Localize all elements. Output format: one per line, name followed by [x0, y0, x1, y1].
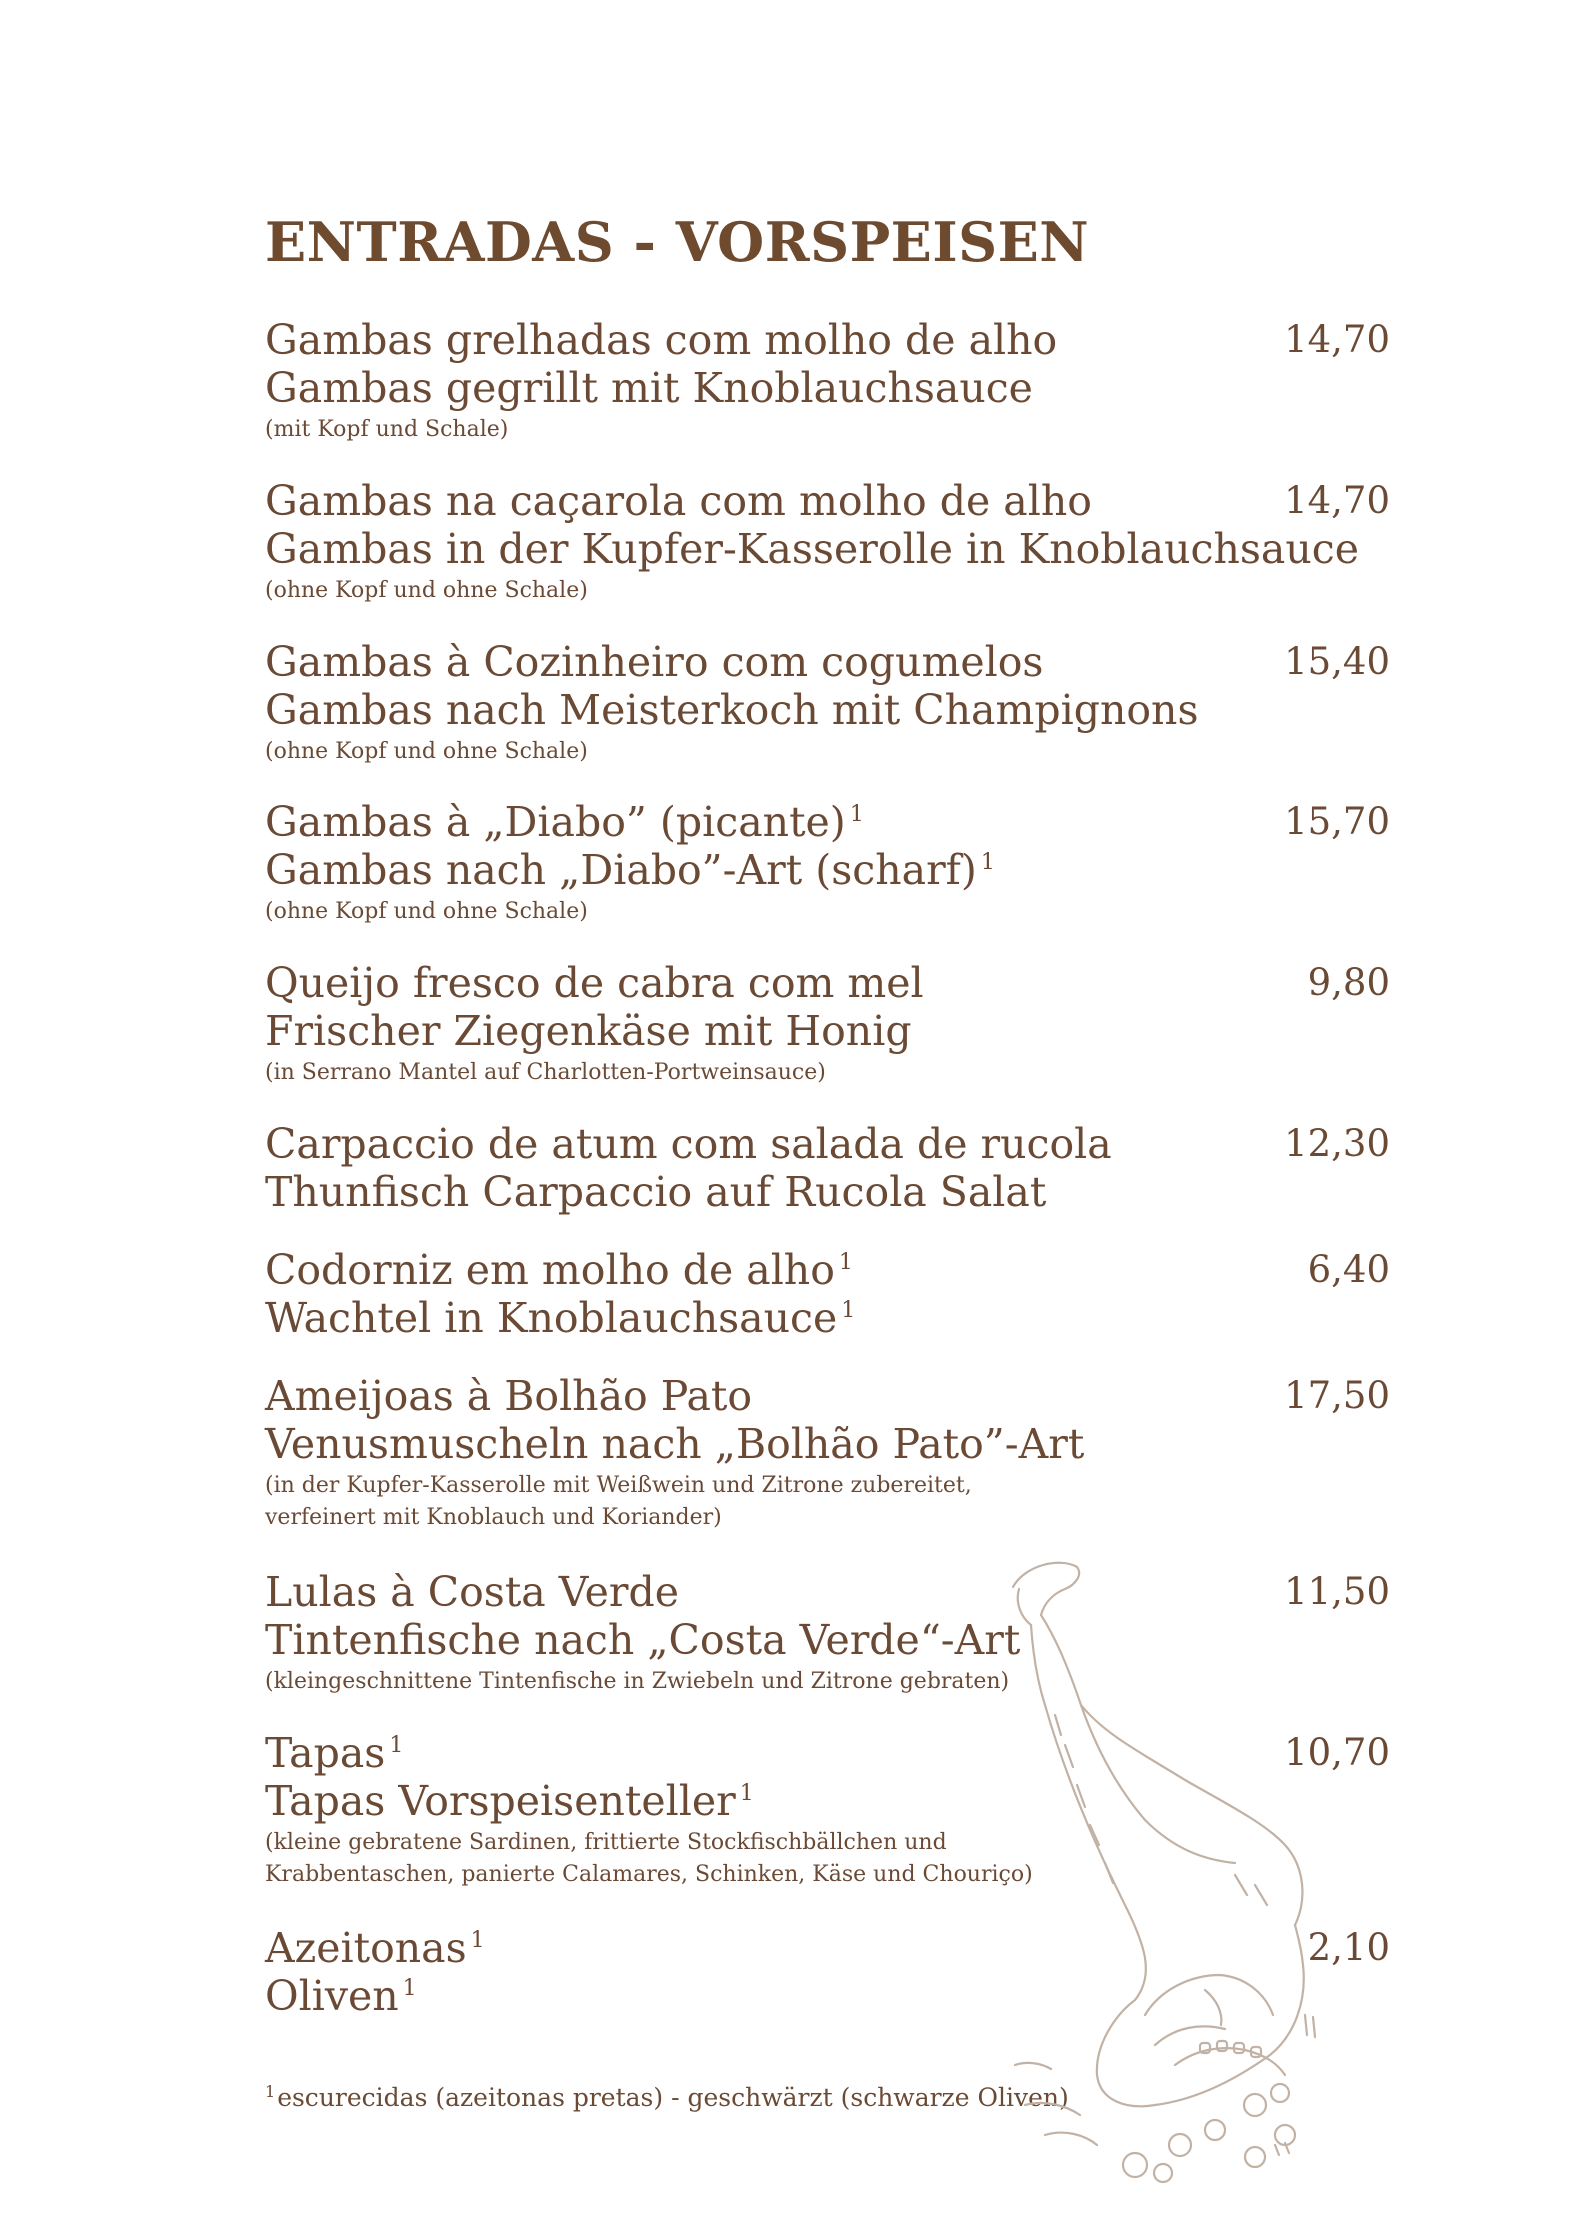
item-name-de: Gambas nach Meisterkoch mit Champignons	[265, 686, 1199, 734]
item-name-de: Tintenfische nach „Costa Verde“-Art	[265, 1616, 1021, 1664]
item-name-de: Venusmuscheln nach „Bolhão Pato”-Art	[265, 1420, 1085, 1468]
item-price: 14,70	[1284, 479, 1390, 522]
item-price: 15,70	[1284, 800, 1390, 843]
item-name-pt	[265, 798, 1390, 846]
menu-item	[265, 959, 1390, 1089]
item-name-pt-text: Gambas à „Diabo” (picante)	[265, 798, 846, 846]
footnote	[265, 2082, 1069, 2114]
item-name-de-text: Gambas nach „Diabo”-Art (scharf)	[265, 846, 977, 894]
item-note: Krabbentaschen, panierte Calamares, Schinken, Käse und Chouriço)	[265, 1862, 1033, 1887]
item-price: 17,50	[1284, 1374, 1390, 1417]
menu-item	[265, 1372, 1390, 1534]
item-note: (ohne Kopf und ohne Schale)	[265, 578, 588, 603]
item-name-de-text: Tapas Vorspeisenteller	[265, 1777, 736, 1825]
menu-item	[265, 798, 1390, 928]
item-note: (ohne Kopf und ohne Schale)	[265, 899, 588, 924]
item-price: 9,80	[1307, 961, 1390, 1004]
item-name-de-text: Wachtel in Knoblauchsauce	[265, 1294, 838, 1342]
footnote-mark: 1	[838, 1250, 853, 1276]
item-price: 12,30	[1284, 1122, 1390, 1165]
item-name-pt-text: Azeitonas	[265, 1924, 467, 1972]
item-name-de: Thunfisch Carpaccio auf Rucola Salat	[265, 1168, 1047, 1216]
ham-leg-sketch-icon	[985, 1545, 1325, 2195]
item-price: 11,50	[1284, 1570, 1390, 1613]
footnote-mark: 1	[841, 1298, 856, 1324]
item-note: (in Serrano Mantel auf Charlotten-Portweinsauce)	[265, 1060, 826, 1085]
item-name-de: Gambas gegrillt mit Knoblauchsauce	[265, 364, 1033, 412]
item-price: 6,40	[1307, 1248, 1390, 1291]
item-name-pt-text: Codorniz em molho de alho	[265, 1246, 835, 1294]
item-price: 10,70	[1284, 1731, 1390, 1774]
item-note: (mit Kopf und Schale)	[265, 417, 509, 442]
item-price: 14,70	[1284, 318, 1390, 361]
item-note: verfeinert mit Knoblauch und Koriander)	[265, 1505, 722, 1530]
item-price: 2,10	[1307, 1926, 1390, 1969]
item-name-pt: Ameijoas à Bolhão Pato	[265, 1372, 753, 1420]
item-note: (in der Kupfer-Kasserolle mit Weißwein und Zitrone zubereitet,	[265, 1473, 972, 1498]
item-name-de-text: Oliven	[265, 1972, 399, 2020]
item-note: (kleingeschnittene Tintenfische in Zwiebeln und Zitrone gebraten)	[265, 1669, 1010, 1694]
footnote-mark: 1	[402, 1976, 417, 2002]
item-name-de	[265, 1294, 1390, 1342]
menu-item	[265, 1246, 1390, 1342]
page-title: ENTRADAS - VORSPEISEN	[265, 210, 1090, 274]
item-name-de	[265, 846, 1390, 894]
menu-item	[265, 477, 1390, 607]
item-name-de: Gambas in der Kupfer-Kasserolle in Knoblauchsauce	[265, 525, 1359, 573]
item-name-pt	[265, 1246, 1390, 1294]
item-name-pt: Gambas grelhadas com molho de alho	[265, 316, 1058, 364]
item-name-pt: Lulas à Costa Verde	[265, 1568, 680, 1616]
footnote-mark: 1	[739, 1781, 754, 1807]
footnote-text: escurecidas (azeitonas pretas) - geschwärzt (schwarze Oliven)	[277, 2083, 1069, 2112]
item-price: 15,40	[1284, 640, 1390, 683]
menu-item	[265, 316, 1390, 446]
item-name-de: Frischer Ziegenkäse mit Honig	[265, 1007, 912, 1055]
item-note: (kleine gebratene Sardinen, frittierte Stockfischbällchen und	[265, 1830, 947, 1855]
footnote-mark: 1	[265, 2081, 276, 2101]
item-name-pt: Queijo fresco de cabra com mel	[265, 959, 924, 1007]
item-name-pt-text: Tapas	[265, 1729, 386, 1777]
item-name-pt: Carpaccio de atum com salada de rucola	[265, 1120, 1112, 1168]
menu-item	[265, 1120, 1390, 1216]
footnote-mark: 1	[849, 802, 864, 828]
menu-item	[265, 638, 1390, 768]
item-note: (ohne Kopf und ohne Schale)	[265, 739, 588, 764]
item-name-pt: Gambas na caçarola com molho de alho	[265, 477, 1092, 525]
footnote-mark: 1	[980, 850, 995, 876]
footnote-mark: 1	[389, 1733, 404, 1759]
footnote-mark: 1	[470, 1928, 485, 1954]
item-name-pt: Gambas à Cozinheiro com cogumelos	[265, 638, 1044, 686]
